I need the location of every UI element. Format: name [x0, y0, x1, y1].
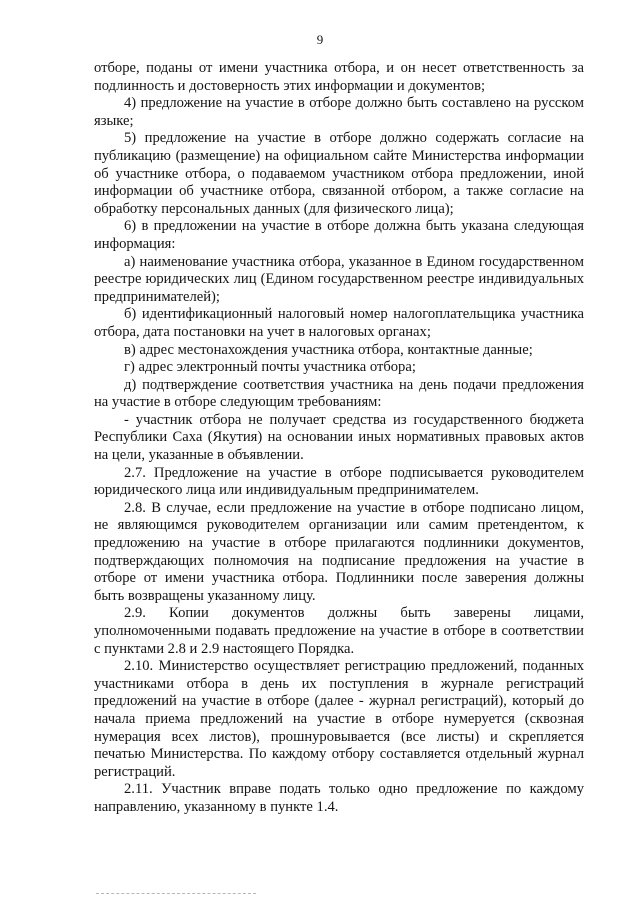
paragraph-subitem-g: г) адрес электронный почты участника отбора;	[124, 359, 416, 376]
paragraph-subitem-a: а) наименование участника отбора, указанное в Едином государственном реестре юридических лиц (Едином государственном реестре индивидуальных предпринимателей);	[94, 253, 584, 305]
paragraph-item-4: 4) предложение на участие в отборе должно быть составлено на русском языке;	[94, 95, 584, 129]
paragraph-subitem-d: д) подтверждение соответствия участника на день подачи предложения на участие в отборе следующим требованиям:	[94, 376, 584, 411]
paragraph-2-10: 2.10. Министерство осуществляет регистрацию предложений, поданных участниками отбора в день их поступления в журнале регистраций предложений на участие в отборе (далее - журнал регистраций), который до начала приема предложений на участие в отборе нумеруется (сквозная нумерация всех листов), прошнуровывается (все листы) и скрепляется печатью Министерства. По каждому отбору составляется отдельный журнал регистраций.	[94, 658, 584, 780]
document-body	[94, 60, 584, 817]
paragraph-subitem-b: б) идентификационный налоговый номер налогоплательщика участника отбора, дата постановки на учет в налоговых органах;	[94, 306, 584, 340]
paragraph-2-8: 2.8. В случае, если предложение на участие в отборе подписано лицом, не являющимся руководителем организации или самим претендентом, к предложению на участие в отборе прилагаются подлинники документов, подтверждающих полномочия на подписание предложения на участие в отборе от имени участника отбора. Подлинники после заверения должны быть возвращены указанному лицу.	[94, 499, 584, 604]
paragraph-2-7: 2.7. Предложение на участие в отборе подписывается руководителем юридического лица или индивидуальным предпринимателем.	[94, 464, 584, 499]
paragraph-item-6: 6) в предложении на участие в отборе должна быть указана следующая информация:	[94, 218, 584, 252]
paragraph-item-5: 5) предложение на участие в отборе должно содержать согласие на публикацию (размещение) на официальном сайте Министерства информации об участнике отбора, о подаваемом участником отбора предложении, иной информации об участнике отбора, связанной отбором, а также согласие на обработку персональных данных (для физического лица);	[94, 130, 584, 217]
paragraph-requirement: - участник отбора не получает средства из государственного бюджета Республики Саха (Якутия) на основании иных нормативных правовых актов на цели, указанные в объявлении.	[94, 411, 584, 464]
page-number: 9	[316, 32, 324, 47]
paragraph-2-11: 2.11. Участник вправе подать только одно предложение по каждому направлению, указанному в пункте 1.4.	[94, 781, 584, 815]
footer-divider	[96, 893, 256, 894]
paragraph-subitem-v: в) адрес местонахождения участника отбора, контактные данные;	[124, 341, 533, 358]
paragraph-continuation: отборе, поданы от имени участника отбора, и он несет ответственность за подлинность и достоверность этих информации и документов;	[94, 60, 584, 94]
paragraph-2-9: 2.9. Копии документов должны быть заверены лицами, уполномоченными подавать предложение на участие в отборе в соответствии с пунктами 2.8 и 2.9 настоящего Порядка.	[94, 605, 584, 657]
